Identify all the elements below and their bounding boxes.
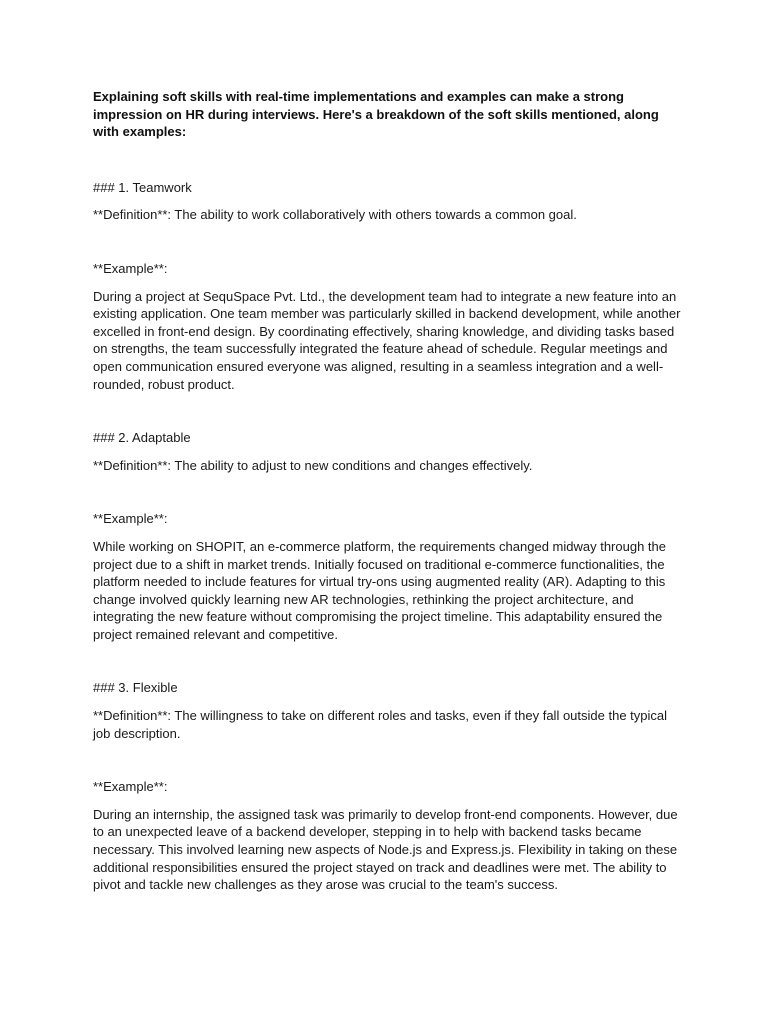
- example-label-teamwork: **Example**:: [93, 260, 168, 276]
- example-text-adaptable: While working on SHOPIT, an e-commerce platform, the requirements changed midway through the project due to a shift in market trends. Initially focused on traditional e-commerce functionalities, the platform needed to include features for virtual try-ons using augmented reality (AR). Adapting to this change involved quickly learning new AR technologies, rethinking the project architecture, and integrating the new feature without compromising the project timeline. This adaptability ensured the project remained relevant and competitive.: [93, 538, 666, 642]
- intro-paragraph: Explaining soft skills with real-time implementations and examples can make a strong impression on HR during interviews. Here's a breakdown of the soft skills mentioned, along with examples:: [93, 89, 659, 140]
- section-heading-teamwork: ### 1. Teamwork: [93, 179, 192, 195]
- example-text-flexible: During an internship, the assigned task was primarily to develop front-end components. However, due to an unexpected leave of a backend developer, stepping in to help with backend tasks became necessary. This involved learning new aspects of Node.js and Express.js. Flexibility in taking on these additional responsibilities ensured the project stayed on track and deadlines were met. The ability to pivot and tackle new challenges as they arose was crucial to the team's success.: [93, 806, 678, 893]
- section-heading-flexible: ### 3. Flexible: [93, 680, 178, 696]
- definition-flexible: **Definition**: The willingness to take on different roles and tasks, even if they fall outside the typical job description.: [93, 708, 668, 741]
- definition-adaptable: **Definition**: The ability to adjust to new conditions and changes effectively.: [93, 457, 533, 473]
- example-text-teamwork: During a project at SequSpace Pvt. Ltd., the development team had to integrate a new feature into an existing application. One team member was particularly skilled in backend development, while another excelled in front-end design. By coordinating effectively, sharing knowledge, and dividing tasks based on strengths, the team successfully integrated the feature ahead of schedule. Regular meetings and open communication ensured everyone was aligned, resulting in a seamless integration and a well-rounded, robust product.: [93, 288, 681, 392]
- example-label-adaptable: **Example**:: [93, 511, 168, 527]
- example-label-flexible: **Example**:: [93, 779, 168, 795]
- document-page: [93, 88, 683, 894]
- section-heading-adaptable: ### 2. Adaptable: [93, 430, 191, 446]
- definition-teamwork: **Definition**: The ability to work collaboratively with others towards a common goal.: [93, 207, 577, 223]
